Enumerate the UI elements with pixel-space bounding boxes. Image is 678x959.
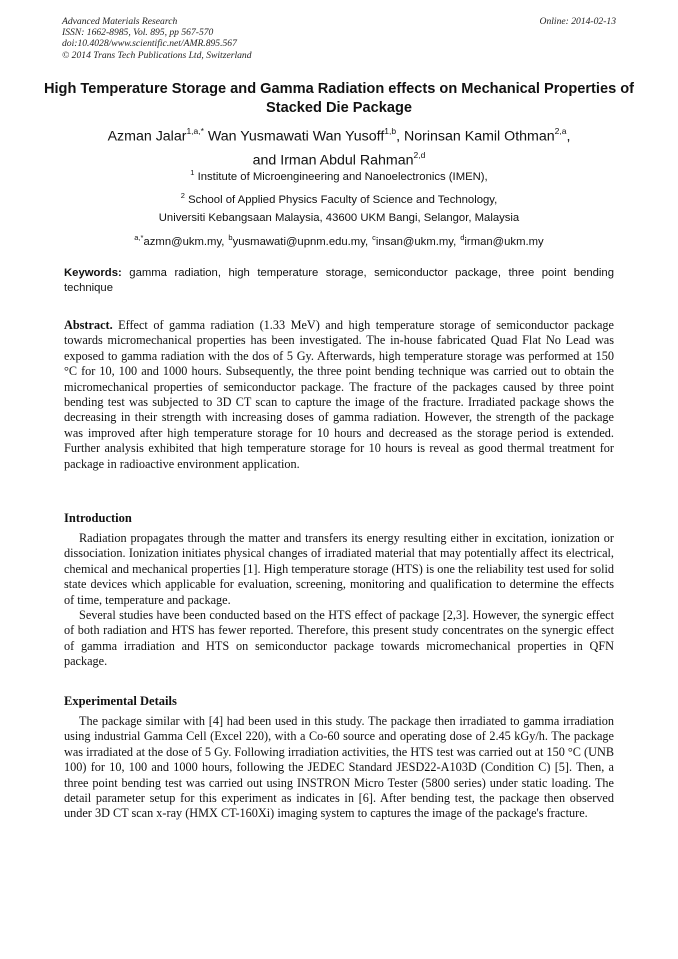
author-name: Azman Jalar <box>107 128 187 145</box>
abstract-label: Abstract. <box>64 318 113 332</box>
email-address[interactable]: azmn@ukm.my, <box>143 235 225 248</box>
author-list: Azman Jalar$^{1,a,*}$ Wan Yusmawati Wan Yusoff$^{1,b}$, Norinsan Kamil Othman$^{2,a}$, and Irman Abdul Rahman$^{2,d}$ <box>107 126 571 169</box>
author-affiliation-mark: 1,a,* <box>186 126 204 136</box>
section-heading-introduction: Introduction <box>64 511 132 525</box>
author-name: and Irman Abdul Rahman <box>252 152 414 169</box>
introduction-body <box>64 531 614 670</box>
affiliation-2: $^2$ School of Applied Physics Faculty of Science and Technology, <box>180 191 498 206</box>
author-name: Wan Yusmawati Wan Yusoff <box>207 128 385 145</box>
paragraph: Several studies have been conducted based on the HTS effect of package [2,3]. However, the synergic effect of both radiation and HTS has fewer reported. Therefore, this present study concentrates on the synergic effect of gamma irradiation and HTS on semiconductor package towards micromechanical properties in QFN package. <box>64 608 614 669</box>
email-address[interactable]: yusmawati@upnm.edu.my, <box>232 235 369 248</box>
keywords <box>64 266 614 295</box>
affiliation-1: $^1$ Institute of Microengineering and Nanoelectronics (IMEN), <box>190 168 488 183</box>
section-heading-experimental: Experimental Details <box>64 694 177 708</box>
email-address[interactable]: insan@ukm.my, <box>375 235 457 248</box>
journal-name: Advanced Materials Research <box>62 16 178 27</box>
email-address[interactable]: irman@ukm.my <box>464 235 544 248</box>
abstract <box>64 318 614 472</box>
abstract-text: Effect of gamma radiation (1.33 MeV) and high temperature storage of semiconductor package towards micromechanical properties has been investigated. The in-house fabricated Quad Flat No Lead was exposed to gamma radiation with the dos of 5 Gy. Afterwards, high temperature storage was performed at 150 °C for 10, 100 and 1000 hours. Subsequently, the three point bending technique was carried out to obtain the micromechanical properties of semiconductor package. The fracture of the packages caused by three point bending test was subjected to 3D CT scan to capture the image of the fracture. Irradiated package shows the decreasing in their strength with increasing doses of gamma radiation. However, the strength of the package was improved after high temperature storage for 10 hours and decreased as the storage period is extended. Further analysis exhibited that high temperature storage for 10 hours is reveal as good thermal treatment for package in radioactive environment application. <box>64 318 614 471</box>
paper-title: High Temperature Storage and Gamma Radiation effects on Mechanical Properties of Stacked Die Package <box>43 81 635 116</box>
author-affiliation-mark: 1,b <box>384 126 397 136</box>
journal-doi: doi:10.4028/www.scientific.net/AMR.895.567 <box>62 38 237 50</box>
journal-copyright: © 2014 Trans Tech Publications Ltd, Switzerland <box>62 49 252 61</box>
affiliation-3: Universiti Kebangsaan Malaysia, 43600 UKM Bangi, Selangor, Malaysia <box>158 212 520 224</box>
email-list: $^{a,*}$azmn@ukm.my, $^b$yusmawati@upnm.edu.my, $^c$insan@ukm.my, $^d$irman@ukm.my <box>134 233 544 248</box>
online-date: Online: 2014-02-13 <box>539 16 616 27</box>
author-affiliation-mark: 2,d <box>413 149 426 160</box>
journal-issn: ISSN: 1662-8985, Vol. 895, pp 567-570 <box>62 27 214 39</box>
author-name: Norinsan Kamil Othman <box>404 128 555 145</box>
author-affiliation-mark: 2,a <box>554 126 567 136</box>
keywords-text: gamma radiation, high temperature storage, semiconductor package, three point bending technique <box>64 267 614 294</box>
keywords-label: Keywords: <box>64 267 122 279</box>
paragraph: The package similar with [4] had been used in this study. The package then irradiated to gamma irradiation using industrial Gamma Cell (Excel 220), with a Co-60 source and operating dose of 2.45 kGy/h. The package was irradiated at the dose of 5 Gy. Following irradiation activities, the HTS test was carried out at 150 °C (UNB 100) for 10, 100 and 1000 hours, following the JEDEC Standard JESD22-A103D (Condition C) [5]. Then, a three point bending test was carried out using INSTRON Micro Tester (5800 series) under static loading. The detail parameter setup for this experiment as indicates in [6]. After bending test, the package then observed under 3D CT scan x-ray (HMX CT-160Xi) imaging system to captures the image of the package's fracture. <box>64 714 614 821</box>
experimental-body <box>64 714 614 822</box>
paragraph: Radiation propagates through the matter and transfers its energy resulting either in excitation, ionization or dissociation. Ionization initiates physical changes of irradiated material that may potentially affect its electrical, chemical and mechanical properties [1]. High temperature storage (HTS) is one the reliability test used for solid state devices which applicable for evaluation, screening, monitoring and qualification to determine the effects of time, temperature and package. <box>64 531 614 607</box>
journal-header <box>62 16 616 61</box>
